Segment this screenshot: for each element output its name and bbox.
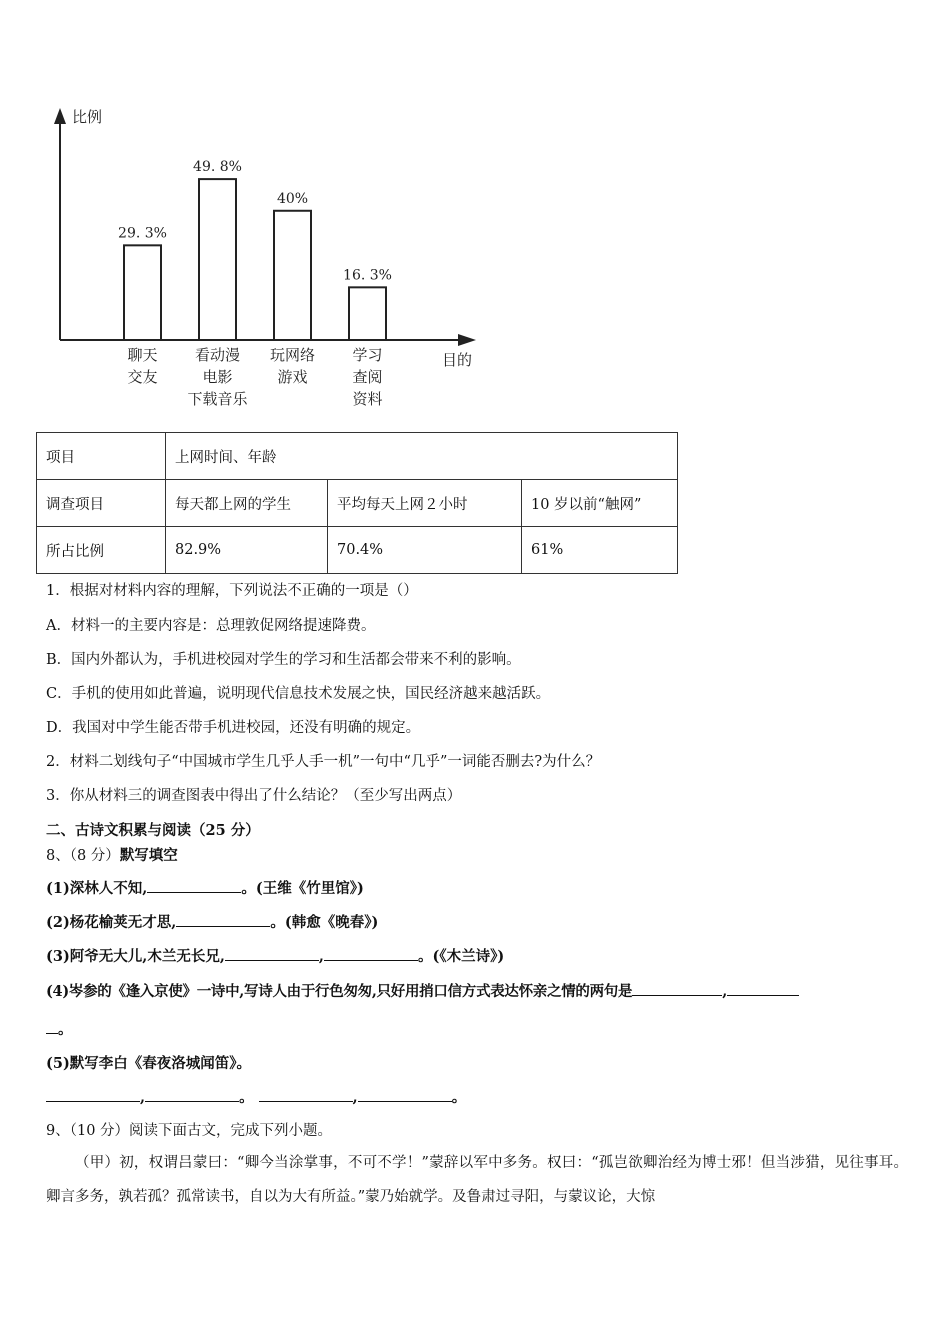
fill-text: , [722,983,727,1000]
x-axis-label: 目的 [442,351,473,369]
tick-label: 查阅 [352,368,383,386]
fill-text: (4)岑参的《逢入京使》一诗中,写诗人由于行色匆匆,只好用捎口信方式表达怀亲之情的两句是 [46,983,633,1000]
table-row [37,527,678,574]
table-cell: 所占比例 [37,527,166,574]
fill-line-2 [46,911,378,932]
fill-text: (2)杨花榆荚无才思, [46,914,177,931]
fill-line-5: (5)默写李白《春夜洛城闻笛》。 [46,1055,252,1072]
table-cell: 项目 [37,433,166,480]
answer-blank[interactable] [632,983,722,996]
table-cell: 每天都上网的学生 [166,480,328,527]
answer-blank[interactable] [46,1089,140,1102]
bar-2 [199,179,236,340]
tick-label: 资料 [352,390,383,408]
tick-label: 下载音乐 [187,390,248,408]
y-axis-label: 比例 [72,108,103,126]
tick-label: 学习 [352,346,383,364]
bars-group [118,159,392,408]
fill-text: 。(韩愈《晚春》) [270,914,379,931]
bar-4 [349,287,386,340]
classical-passage: （甲）初，权谓吕蒙曰：“卿今当涂掌事，不可不学！”蒙辞以军中多务。权曰：“孤岂欲卿治经为博士邪！但当涉猎，见往事耳。卿言多务，孰若孤？孤常读书，自以为大有所益。”蒙乃始就学。及鲁肃过寻阳，与蒙议论，大惊 [46,1155,908,1205]
question-1-option-d: D．我国对中学生能否带手机进校园，还没有明确的规定。 [46,720,421,736]
fill-text: , [318,948,324,965]
table-cell: 70.4% [328,527,522,574]
fill-text: 。(《木兰诗》) [417,948,505,965]
tick-label: 游戏 [277,368,308,386]
question-9-heading: 9、（10 分）阅读下面古文，完成下列小题。 [46,1123,333,1139]
question-1-option-c: C．手机的使用如此普遍，说明现代信息技术发展之快，国民经济越来越活跃。 [46,686,551,702]
tick-label: 看动漫 [194,346,241,364]
fill-text: (3)阿爷无大儿,木兰无长兄, [46,948,225,965]
question-8-heading [46,844,178,865]
fill-text: (1)深林人不知, [46,880,148,897]
survey-table [36,432,678,574]
table-cell: 82.9% [166,527,328,574]
bar-3 [274,211,311,340]
section-heading: 二、古诗文积累与阅读（25 分） [46,822,260,839]
x-axis [60,334,476,346]
table-cell: 调查项目 [37,480,166,527]
answer-blank[interactable] [259,1089,353,1102]
table-cell: 61% [522,527,678,574]
answer-blank[interactable] [225,948,319,961]
tick-label: 交友 [127,368,158,386]
tick-label: 电影 [202,368,233,386]
fill-text: , [140,1089,146,1106]
answer-blank[interactable] [145,1089,239,1102]
fill-text: 。(王维《竹里馆》) [241,880,364,897]
fill-line-1 [46,877,364,898]
table-row [37,433,678,480]
fill-text: 。 [451,1089,467,1106]
answer-blank[interactable] [176,914,270,927]
tick-label: 聊天 [127,346,158,364]
question-1-option-b: B．国内外都认为，手机进校园对学生的学习和生活都会带来不利的影响。 [46,652,521,668]
fill-text: , [352,1089,358,1106]
data-label: 40% [276,190,309,207]
fill-text: 。 [239,1089,254,1106]
table-row [37,480,678,527]
tick-label: 玩网络 [269,346,316,364]
question-1-stem: 1．根据对材料内容的理解，下列说法不正确的一项是（） [46,583,418,599]
fill-text: 。 [58,1021,73,1038]
data-label: 16. 3% [343,267,392,284]
y-axis [54,108,66,340]
answer-blank[interactable] [358,1089,452,1102]
fill-line-4-cont [46,1018,73,1039]
question-1-option-a: A．材料一的主要内容是：总理敦促网络提速降费。 [46,618,376,634]
answer-blank[interactable] [324,948,418,961]
fill-line-4 [46,980,799,1001]
table-cell: 上网时间、年龄 [166,433,678,480]
data-label: 49. 8% [193,159,242,176]
question-8-title: 默写填空 [119,847,178,864]
bar-1 [124,245,161,340]
question-2: 2．材料二划线句子“中国城市学生几乎人手一机”一句中“几乎”一词能否删去?为什么？ [46,754,601,770]
question-3: 3．你从材料三的调查图表中得出了什么结论？（至少写出两点） [46,788,462,804]
answer-blank[interactable] [727,983,799,996]
bar-chart [40,100,500,415]
fill-line-3 [46,945,504,966]
answer-blank[interactable] [147,880,241,893]
question-8-number: 8、（8 分） [46,848,120,864]
fill-line-6 [46,1086,466,1107]
data-label: 29. 3% [118,225,167,242]
answer-blank[interactable] [46,1021,58,1034]
table-cell: 平均每天上网２小时 [328,480,522,527]
table-cell: 10 岁以前“触网” [522,480,678,527]
